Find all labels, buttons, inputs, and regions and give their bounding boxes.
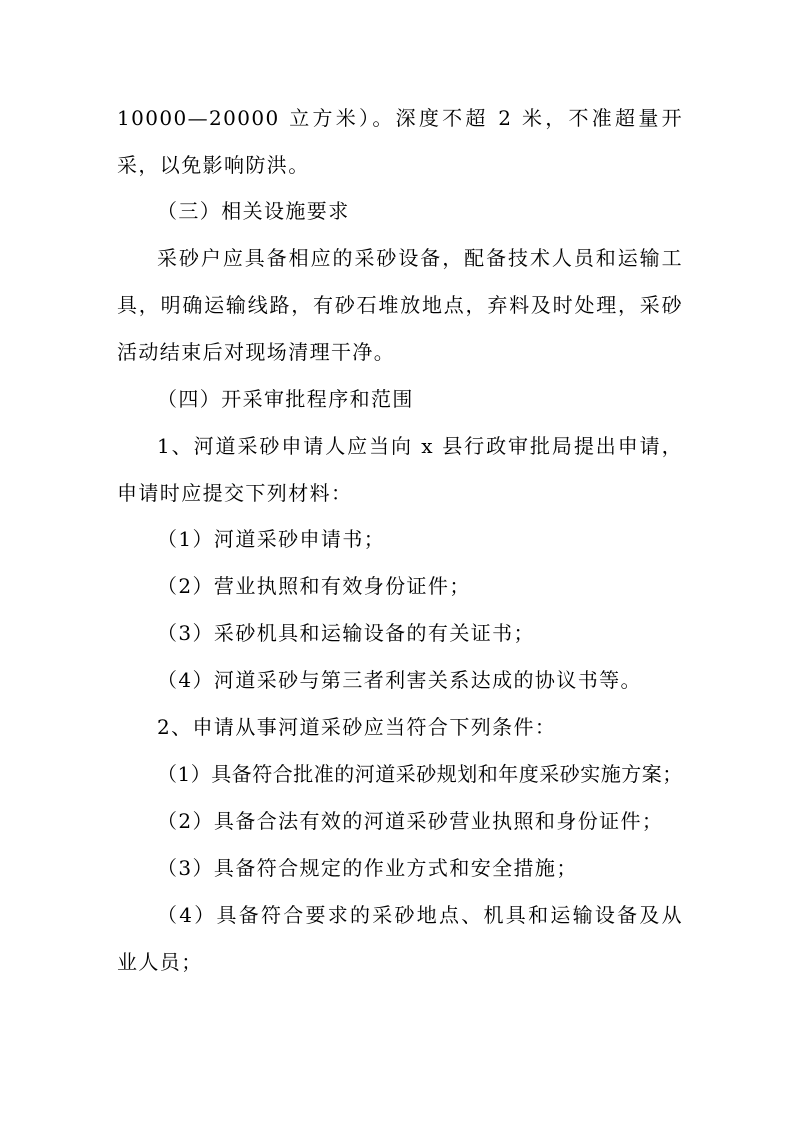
paragraph-depth-limit: 10000—20000 立方米）。深度不超 2 米，不准超量开采，以免影响防洪。 [117,106,683,177]
list-item-planning-condition: （1）具备符合批准的河道采砂规划和年度采砂实施方案； [157,762,683,786]
list-item-third-party-agreement: （4）河道采砂与第三者利害关系达成的协议书等。 [157,668,642,692]
paragraph-conditions: 2、申请从事河道采砂应当符合下列条件： [157,715,557,739]
paragraph-facilities: 采砂户应具备相应的采砂设备，配备技术人员和运输工具，明确运输线路，有砂石堆放地点，弃料及时处理，采砂活动结束后对现场清理干净。 [117,246,683,364]
list-item-safety-condition: （3）具备符合规定的作业方式和安全措施； [157,856,578,880]
section-heading-facilities: （三）相关设施要求 [157,199,350,223]
list-item-business-license: （2）营业执照和有效身份证件； [157,574,471,598]
section-heading-approval: （四）开采审批程序和范围 [157,387,414,411]
list-item-application-form: （1）河道采砂申请书； [157,527,386,551]
paragraph-application: 1、河道采砂申请人应当向 x 县行政审批局提出申请，申请时应提交下列材料： [117,434,683,505]
list-item-license-condition: （2）具备合法有效的河道采砂营业执照和身份证件； [157,809,664,833]
list-item-site-condition: （4）具备符合要求的采砂地点、机具和运输设备及从业人员； [117,903,683,974]
list-item-equipment-certificates: （3）采砂机具和运输设备的有关证书； [157,621,535,645]
